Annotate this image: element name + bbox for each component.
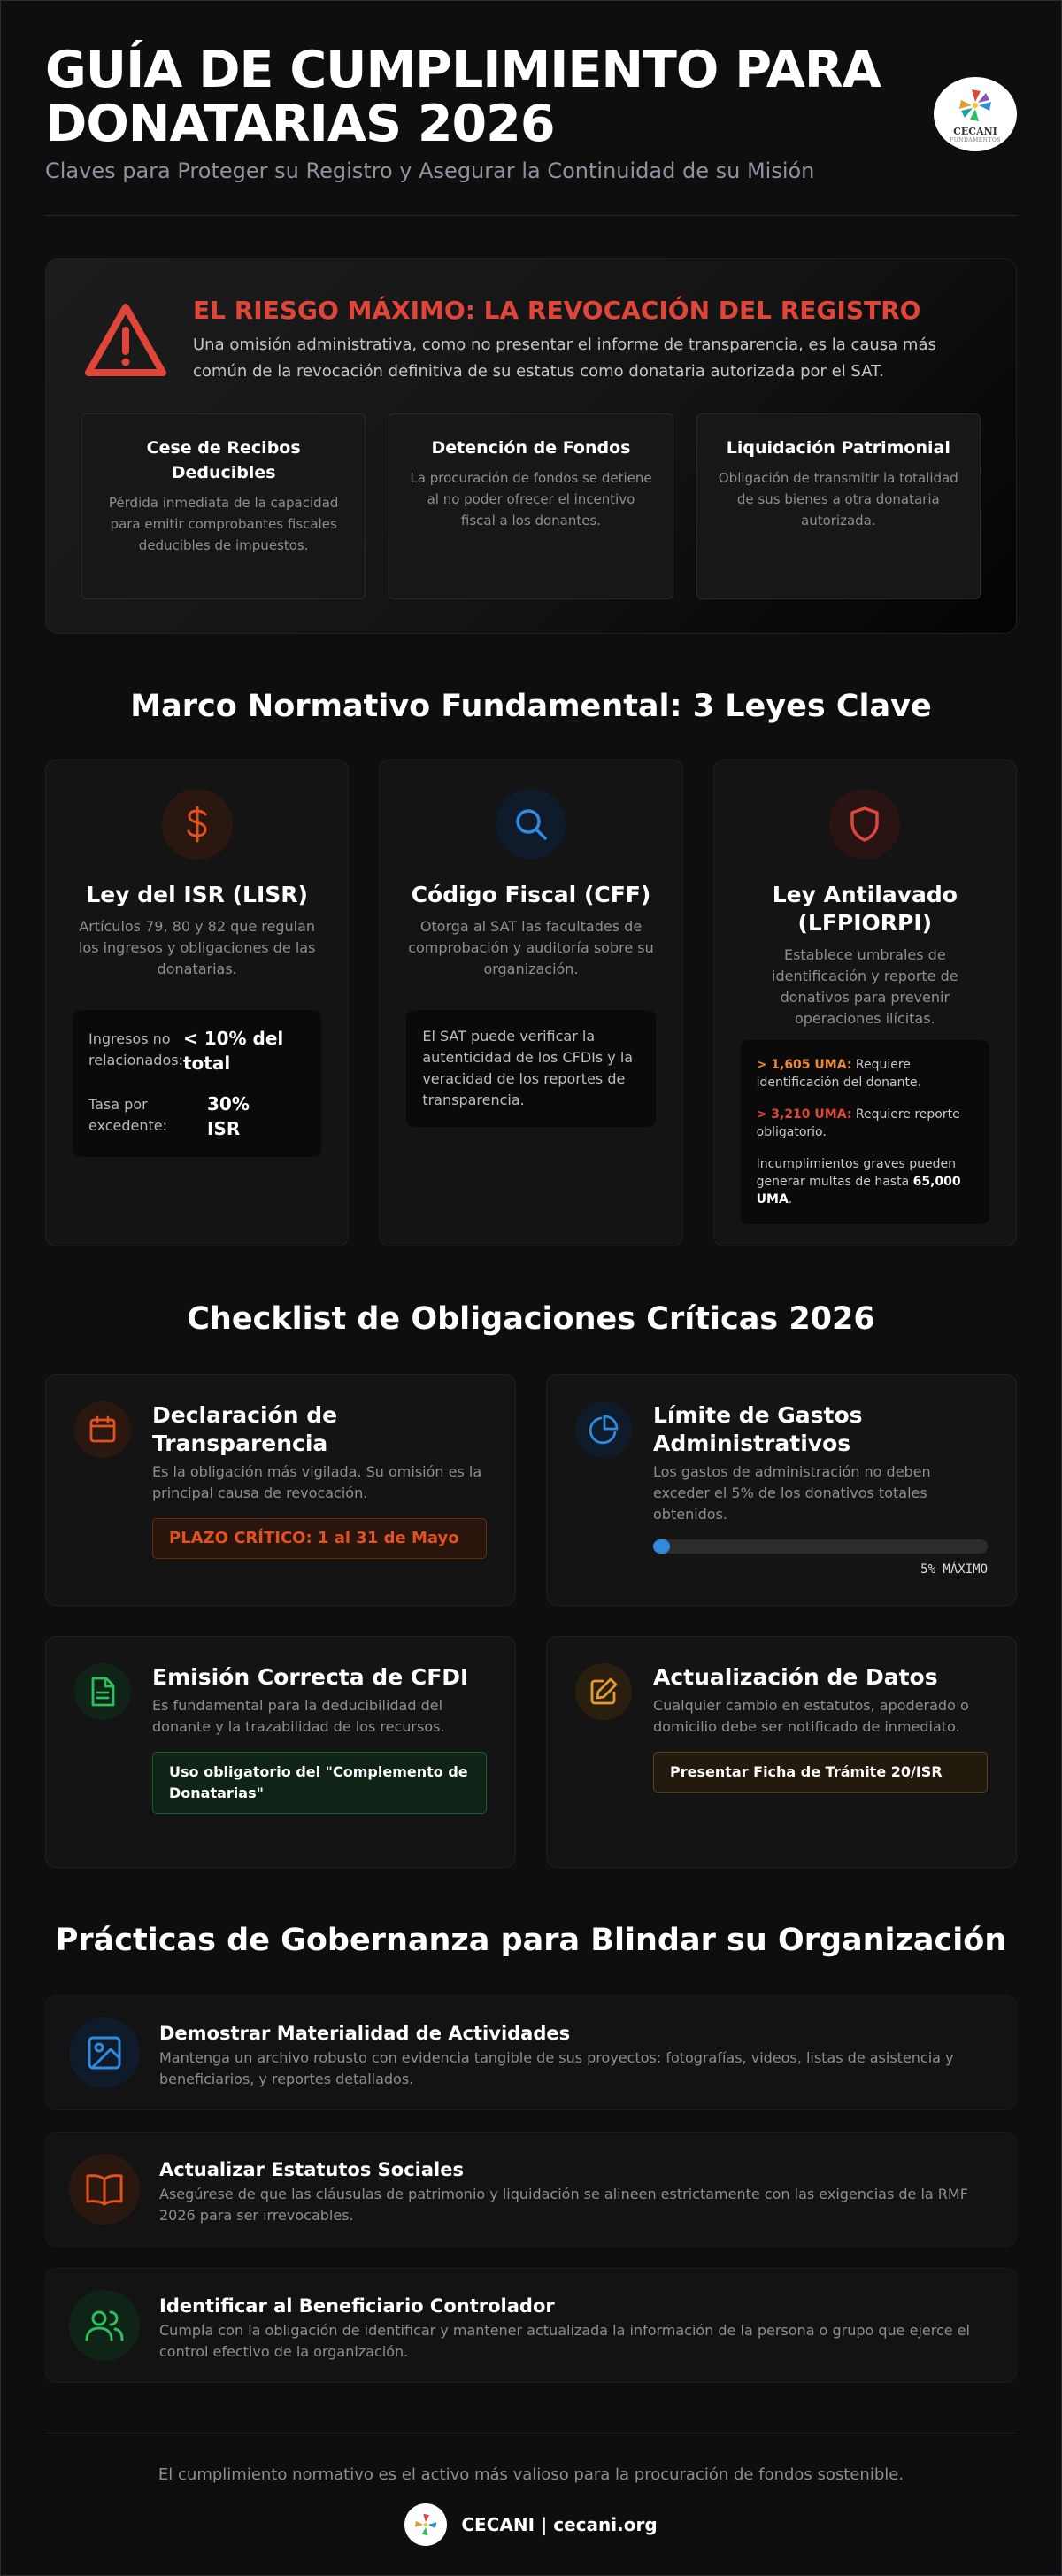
governance-text: Mantenga un archivo robusto con evidencia tangible de sus proyectos: fotografías, videos, listas de asistencia y beneficiarios, y reportes detallados. bbox=[159, 2049, 954, 2087]
aml-fine-end: . bbox=[788, 1192, 793, 1207]
logo-subtext: FUNDAMENTOS bbox=[950, 136, 1001, 143]
isr-limits-box bbox=[73, 1010, 321, 1157]
laws-grid bbox=[45, 760, 1017, 1246]
check-body bbox=[653, 1663, 988, 1793]
shield-icon bbox=[829, 789, 900, 860]
risk-title: EL RIESGO MÁXIMO: LA REVOCACIÓN DEL REGISTRO bbox=[193, 296, 921, 325]
isr-value: 30% ISR bbox=[207, 1093, 250, 1139]
footer-text: El cumplimiento normativo es el activo más valioso para la procuración de fondos sostenible. bbox=[158, 2465, 904, 2484]
risk-panel bbox=[45, 258, 1017, 634]
calendar-icon bbox=[74, 1401, 131, 1458]
cff-audit-box: El SAT puede verificar la autenticidad de los CFDIs y la veracidad de los reportes de transparencia. bbox=[406, 1010, 655, 1127]
laws-section-title: Marco Normativo Fundamental: 3 Leyes Clave bbox=[130, 689, 932, 724]
check-description: Cualquier cambio en estatutos, apoderado o domicilio debe ser notificado de inmediato. bbox=[653, 1697, 969, 1735]
governance-item-beneficiary bbox=[45, 2268, 1017, 2383]
admin-limit-bar-fill bbox=[653, 1539, 670, 1554]
governance-text: Asegúrese de que las cláusulas de patrimonio y liquidación se alineen estrictamente con las exigencias de la RMF 2026 para ser irrevocables. bbox=[159, 2186, 968, 2224]
check-body bbox=[152, 1663, 487, 1814]
pie-chart-icon bbox=[575, 1401, 632, 1458]
check-title: Declaración de Transparencia bbox=[152, 1402, 338, 1456]
aml-threshold-report bbox=[757, 1106, 974, 1141]
check-data-update bbox=[546, 1636, 1017, 1868]
dollar-icon bbox=[162, 789, 233, 860]
logo-mark-icon bbox=[956, 86, 995, 125]
risk-card-title: Cese de Recibos Deducibles bbox=[146, 438, 301, 482]
aml-amount: > 1,605 UMA: bbox=[756, 1058, 852, 1072]
law-title: Ley Antilavado (LFPIORPI) bbox=[772, 882, 958, 936]
cfdi-requirement-badge: Uso obligatorio del "Complemento de Donatarias" bbox=[152, 1752, 487, 1814]
edit-icon bbox=[575, 1663, 632, 1720]
risk-card-receipts bbox=[81, 413, 366, 599]
governance-title: Actualizar Estatutos Sociales bbox=[159, 2159, 464, 2180]
check-description: Los gastos de administración no deben exceder el 5% de los donativos totales obtenidos. bbox=[653, 1463, 931, 1523]
governance-title: Identificar al Beneficiario Controlador bbox=[159, 2295, 555, 2317]
law-description: Otorga al SAT las facultades de comprobación y auditoría sobre su organización. bbox=[408, 918, 654, 977]
page-footer bbox=[45, 2433, 1017, 2546]
book-icon bbox=[69, 2154, 140, 2225]
aml-threshold-identification bbox=[757, 1056, 974, 1091]
law-card-aml bbox=[713, 760, 1017, 1246]
cecani-logo bbox=[934, 77, 1017, 151]
deadline-badge: PLAZO CRÍTICO: 1 al 31 de Mayo bbox=[152, 1518, 487, 1559]
isr-label: Tasa por excedente: bbox=[88, 1096, 168, 1134]
law-title: Ley del ISR (LISR) bbox=[86, 882, 308, 907]
risk-card-title: Detención de Fondos bbox=[431, 438, 631, 458]
risk-card-funds bbox=[389, 413, 673, 599]
document-icon bbox=[74, 1663, 131, 1720]
logo-text: CECANI bbox=[953, 125, 997, 137]
law-description: Artículos 79, 80 y 82 que regulan los ingresos y obligaciones de las donatarias. bbox=[78, 918, 316, 977]
risk-card-text: Obligación de transmitir la totalidad de sus bienes a otra donataria autorizada. bbox=[718, 470, 958, 528]
admin-limit-bar bbox=[653, 1539, 988, 1554]
footer-brand-link[interactable]: CECANI | cecani.org bbox=[461, 2514, 658, 2535]
check-body bbox=[152, 1401, 487, 1559]
page-subtitle: Claves para Proteger su Registro y Asegurar la Continuidad de su Misión bbox=[45, 158, 815, 183]
footer-logo-icon bbox=[404, 2503, 447, 2546]
aml-amount: > 3,210 UMA: bbox=[756, 1107, 852, 1122]
governance-item-materiality bbox=[45, 1995, 1017, 2110]
aml-fine-amount: 65,000 UMA bbox=[756, 1175, 961, 1207]
check-body bbox=[653, 1401, 988, 1577]
page-header bbox=[45, 1, 1017, 216]
check-description: Es la obligación más vigilada. Su omisión es la principal causa de revocación. bbox=[152, 1463, 482, 1501]
checklist-grid bbox=[45, 1374, 1017, 1868]
footer-brand bbox=[45, 2503, 1017, 2546]
aml-thresholds-box bbox=[741, 1040, 989, 1224]
isr-row-rate bbox=[88, 1091, 305, 1141]
governance-list bbox=[45, 1995, 1017, 2383]
law-card-isr bbox=[45, 760, 349, 1246]
risk-card-text: Pérdida inmediata de la capacidad para emitir comprobantes fiscales deducibles de impuestos. bbox=[108, 495, 339, 553]
law-card-cff bbox=[379, 760, 682, 1246]
check-title: Actualización de Datos bbox=[653, 1664, 938, 1690]
isr-row-income bbox=[88, 1026, 305, 1076]
risk-card-liquidation bbox=[696, 413, 981, 599]
admin-limit-label: 5% MÁXIMO bbox=[920, 1562, 988, 1577]
image-icon bbox=[69, 2017, 140, 2088]
check-title: Emisión Correcta de CFDI bbox=[152, 1664, 469, 1690]
risk-card-title: Liquidación Patrimonial bbox=[726, 438, 950, 458]
isr-label: Ingresos no relacionados: bbox=[88, 1030, 183, 1068]
check-description: Es fundamental para la deducibilidad del donante y la trazabilidad de los recursos. bbox=[152, 1697, 445, 1735]
users-icon bbox=[69, 2290, 140, 2361]
law-description: Establece umbrales de identificación y reporte de donativos para prevenir operaciones ilícitas. bbox=[772, 946, 958, 1027]
governance-item-statutes bbox=[45, 2132, 1017, 2247]
risk-card-text: La procuración de fondos se detiene al no poder ofrecer el incentivo fiscal a los donantes. bbox=[410, 470, 652, 528]
risk-description: Una omisión administrativa, como no presentar el informe de transparencia, es la causa más común de la revocación definitiva de su estatus como donataria autorizada por el SAT. bbox=[193, 335, 936, 381]
governance-section-title: Prácticas de Gobernanza para Blindar su Organización bbox=[55, 1923, 1007, 1958]
check-transparency bbox=[45, 1374, 516, 1606]
aml-fines bbox=[757, 1155, 974, 1208]
aml-text: Requiere reporte obligatorio. bbox=[756, 1107, 960, 1139]
isr-value: < 10% del total bbox=[182, 1028, 284, 1074]
governance-title: Demostrar Materialidad de Actividades bbox=[159, 2023, 571, 2044]
check-admin-limit bbox=[546, 1374, 1017, 1606]
risk-consequences bbox=[81, 413, 981, 599]
governance-text: Cumpla con la obligación de identificar y mantener actualizada la información de la persona o grupo que ejerce el control efectivo de la organización. bbox=[159, 2322, 970, 2360]
aml-text: Requiere identificación del donante. bbox=[756, 1058, 922, 1090]
search-icon bbox=[496, 789, 566, 860]
check-cfdi bbox=[45, 1636, 516, 1868]
checklist-section-title: Checklist de Obligaciones Críticas 2026 bbox=[187, 1301, 875, 1337]
procedure-badge: Presentar Ficha de Trámite 20/ISR bbox=[653, 1752, 988, 1793]
page-title: GUÍA DE CUMPLIMIENTO PARA DONATARIAS 2026 bbox=[45, 41, 881, 153]
warning-icon bbox=[83, 302, 168, 378]
law-title: Código Fiscal (CFF) bbox=[411, 882, 651, 907]
aml-fine-text: Incumplimientos graves pueden generar multas de hasta bbox=[756, 1157, 956, 1189]
check-title: Límite de Gastos Administrativos bbox=[653, 1402, 863, 1456]
